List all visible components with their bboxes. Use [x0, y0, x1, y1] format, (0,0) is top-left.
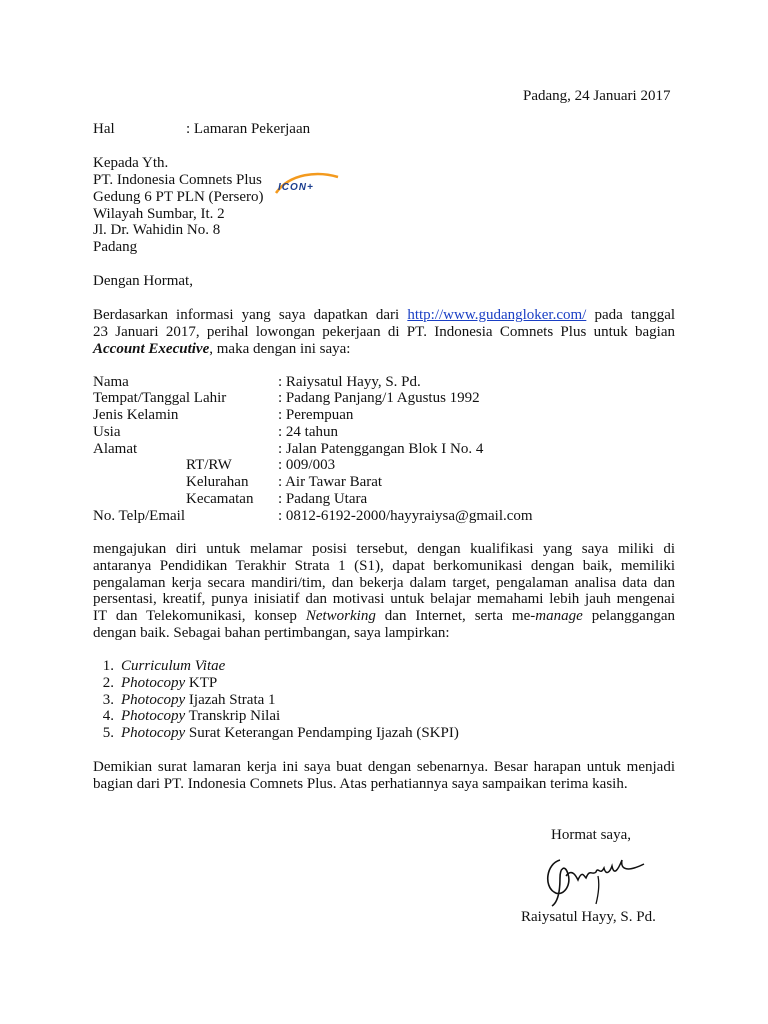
intro-text: pada tanggal — [594, 307, 676, 323]
detail-value: : Raiysatul Hayy, S. Pd. — [278, 374, 421, 390]
attachment-rest: KTP — [185, 675, 218, 691]
detail-value: : 0812-6192-2000/hayyraiysa@gmail.com — [278, 508, 533, 524]
recipient-line: Padang — [93, 239, 138, 255]
recipient-line: PT. Indonesia Comnets Plus — [93, 172, 262, 188]
closing-line: Demikian surat lamaran kerja ini saya buat dengan sebenarnya. Besar harapan untuk menjadi — [93, 759, 675, 775]
recipient-line: Wilayah Sumbar, It. 2 — [93, 206, 225, 222]
attachment-italic: Photocopy — [121, 675, 186, 691]
detail-label: Alamat — [93, 441, 138, 457]
detail-value: : 009/003 — [278, 457, 336, 473]
signer-name: Raiysatul Hayy, S. Pd. — [521, 909, 656, 925]
intro-line-2: 23 Januari 2017, perihal lowongan pekerjaan di PT. Indonesia Comnets Plus untuk bagian — [93, 324, 675, 340]
attachment-number: 1. — [102, 658, 114, 674]
attachment-text — [121, 675, 217, 692]
signature-stroke — [548, 860, 569, 906]
company-logo — [272, 167, 342, 203]
subject-value: : Lamaran Pekerjaan — [186, 121, 311, 137]
attachment-rest: Transkrip Nilai — [185, 708, 281, 724]
attachment-number: 5. — [102, 725, 114, 741]
qualification-line: pengalaman kerja secara mandiri/tim, dan bekerja dalam target, pengalaman analisa data dan — [93, 575, 675, 591]
qualification-line: mengajukan diri untuk melamar posisi tersebut, dengan kualifikasi yang saya miliki di — [93, 541, 675, 557]
detail-label: RT/RW — [186, 457, 232, 473]
gudangloker-link[interactable]: http://www.gudangloker.com/ — [407, 307, 587, 323]
detail-value: : Air Tawar Barat — [278, 474, 383, 490]
detail-label: Jenis Kelamin — [93, 407, 179, 423]
detail-label: Kecamatan — [186, 491, 254, 507]
qualification-line: dengan baik. Sebagai bahan pertimbangan, saya lampirkan: — [93, 625, 450, 641]
detail-label: Tempat/Tanggal Lahir — [93, 390, 227, 406]
greeting: Dengan Hormat, — [93, 273, 193, 289]
signature-stroke — [596, 876, 599, 904]
position-name: Account Executive — [93, 341, 210, 357]
detail-value: : Padang Panjang/1 Agustus 1992 — [278, 390, 480, 406]
detail-value: : Jalan Patenggangan Blok I No. 4 — [278, 441, 484, 457]
signoff: Hormat saya, — [551, 827, 631, 843]
intro-line-3 — [93, 341, 350, 358]
qualification-line — [93, 608, 675, 625]
qual-text: IT dan Telekomunikasi, konsep — [93, 608, 297, 624]
detail-label: Kelurahan — [186, 474, 249, 490]
logo-wordmark: ICON+ — [278, 182, 314, 193]
detail-label: Usia — [93, 424, 121, 440]
attachment-italic: Photocopy — [121, 708, 186, 724]
attachment-number: 3. — [102, 692, 114, 708]
attachment-rest: Ijazah Strata 1 — [185, 692, 276, 708]
qualification-line: antaranya Pendidikan Terakhir Strata 1 (S1), dapat berkomunikasi dengan baik, memiliki — [93, 558, 675, 574]
qual-text: dan Internet, serta me- — [384, 608, 536, 624]
letter-date: Padang, 24 Januari 2017 — [523, 88, 671, 104]
detail-label: No. Telp/Email — [93, 508, 185, 524]
signature-stroke — [566, 860, 644, 880]
detail-value: : 24 tahun — [278, 424, 338, 440]
qual-italic: manage — [535, 608, 583, 624]
recipient-line: Kepada Yth. — [93, 155, 169, 171]
attachment-number: 4. — [102, 708, 114, 724]
attachment-text — [121, 692, 276, 709]
detail-value: : Padang Utara — [278, 491, 368, 507]
attachment-italic: Photocopy — [121, 725, 186, 741]
recipient-line: Gedung 6 PT PLN (Persero) — [93, 189, 264, 205]
attachment-italic: Photocopy — [121, 692, 186, 708]
qual-italic: Networking — [305, 608, 376, 624]
intro-text: Berdasarkan informasi yang saya dapatkan dari — [93, 307, 400, 323]
detail-label: Nama — [93, 374, 129, 390]
intro-text: , maka dengan ini saya: — [209, 341, 351, 357]
attachment-rest: Surat Keterangan Pendamping Ijazah (SKPI) — [185, 725, 459, 741]
recipient-line: Jl. Dr. Wahidin No. 8 — [93, 222, 221, 238]
signature — [538, 846, 648, 910]
detail-value: : Perempuan — [278, 407, 354, 423]
attachment-text — [121, 658, 225, 675]
subject-label: Hal — [93, 121, 115, 137]
closing-line: bagian dari PT. Indonesia Comnets Plus. Atas perhatiannya saya sampaikan terima kasih. — [93, 776, 628, 792]
qual-text: pelanggangan — [591, 608, 676, 624]
attachment-number: 2. — [102, 675, 114, 691]
attachment-text — [121, 725, 459, 742]
qualification-line: persentasi, kreatif, punya inisiatif dan motivasi untuk belajar memahami lebih jauh mengenai — [93, 591, 675, 607]
attachment-text — [121, 708, 280, 725]
intro-line-1 — [93, 307, 675, 324]
attachment-italic: Curriculum Vitae — [121, 658, 226, 674]
